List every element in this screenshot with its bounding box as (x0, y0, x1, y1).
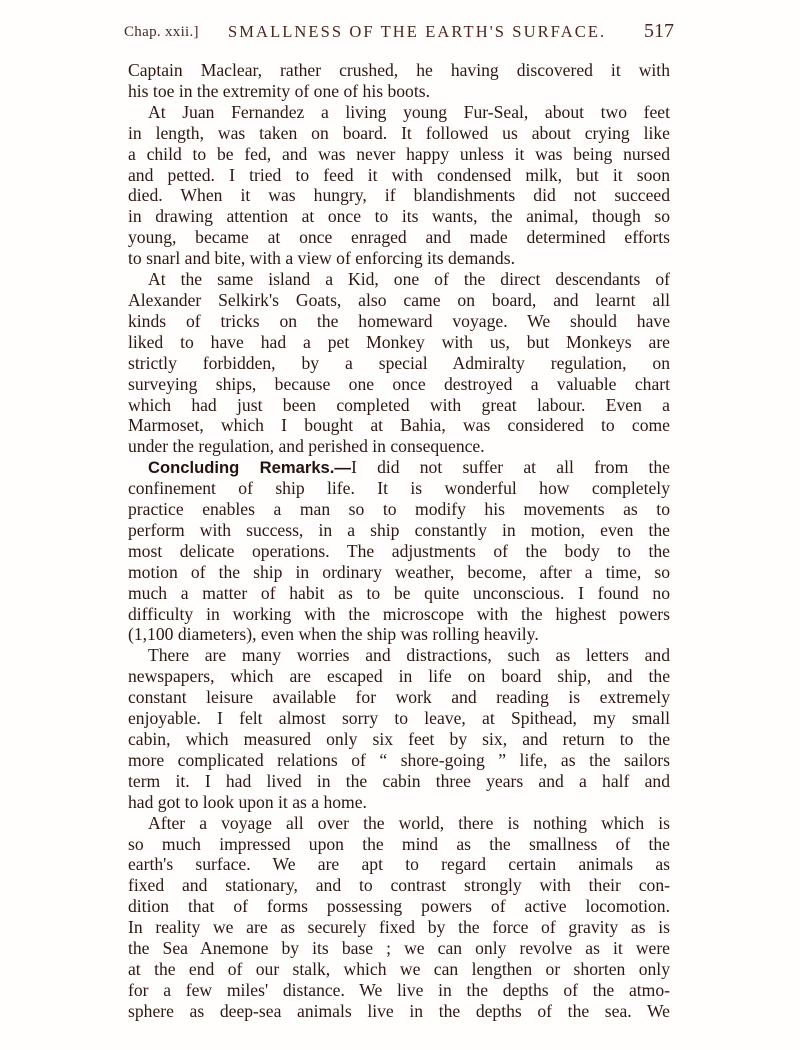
text-line: a child to be fed, and was never happy unless it was being nursed (128, 143, 670, 164)
text-line: At Juan Fernandez a living young Fur-Seal, about two feet (148, 101, 670, 122)
text-line: in length, was taken on board. It followed us about crying like (128, 122, 670, 143)
running-head (124, 20, 674, 46)
text-line: his toe in the extremity of one of his boots. (128, 80, 430, 101)
text-line: In reality we are as securely fixed by the force of gravity as is (128, 917, 670, 938)
body-text (128, 60, 670, 1022)
text-line: strictly forbidden, by a special Admiralty regulation, on (128, 352, 670, 373)
text-line: There are many worries and distractions, such as letters and (148, 645, 670, 666)
text-line: difficulty in working with the microscope with the highest powers (128, 603, 670, 624)
running-title: SMALLNESS OF THE EARTH'S SURFACE. (228, 22, 607, 41)
text-line: in drawing attention at once to its wants, the animal, though so (128, 206, 670, 227)
text-line: the Sea Anemone by its base ; we can only revolve as it were (128, 938, 670, 959)
text-line: to snarl and bite, with a view of enforcing its demands. (128, 248, 515, 269)
text-line: motion of the ship in ordinary weather, become, after a time, so (128, 561, 670, 582)
text-line: After a voyage all over the world, there is nothing which is (148, 812, 670, 833)
text-line: confinement of ship life. It is wonderful how completely (128, 478, 670, 499)
text-line: Captain Maclear, rather crushed, he having discovered it with (128, 60, 670, 80)
text-line: surveying ships, because one once destroyed a valuable chart (128, 373, 670, 394)
text-line: and petted. I tried to feed it with condensed milk, but it soon (128, 164, 670, 185)
text-line: under the regulation, and perished in consequence. (128, 436, 485, 457)
text-line: constant leisure available for work and reading is extremely (128, 687, 670, 708)
text-line: term it. I had lived in the cabin three years and a half and (128, 770, 670, 791)
text-line: most delicate operations. The adjustments of the body to the (128, 540, 670, 561)
text-line: sphere as deep-sea animals live in the depths of the sea. We (128, 1000, 670, 1021)
text-line: for a few miles' distance. We live in the depths of the atmo- (128, 979, 670, 1000)
text-line: practice enables a man so to modify his movements as to (128, 499, 670, 520)
text-line: Marmoset, which I bought at Bahia, was considered to come (128, 415, 670, 436)
text-line: enjoyable. I felt almost sorry to leave, at Spithead, my small (128, 708, 670, 729)
text-line: so much impressed upon the mind as the smallness of the (128, 833, 670, 854)
page-number: 517 (644, 20, 674, 42)
text-line: (1,100 diameters), even when the ship was rolling heavily. (128, 624, 539, 645)
text-line (128, 457, 670, 478)
text-line: at the end of our stalk, which we can lengthen or shorten only (128, 958, 670, 979)
text-line: which had just been completed with great labour. Even a (128, 394, 670, 415)
text-line: newspapers, which are escaped in life on board ship, and the (128, 666, 670, 687)
text-line: young, became at once enraged and made determined efforts (128, 227, 670, 248)
text-line: fixed and stationary, and to contrast strongly with their con- (128, 875, 670, 896)
text-line: dition that of forms possessing powers of active locomotion. (128, 896, 670, 917)
text-line: Alexander Selkirk's Goats, also came on board, and learnt all (128, 289, 670, 310)
text-line: kinds of tricks on the homeward voyage. We should have (128, 310, 670, 331)
text-line: died. When it was hungry, if blandishments did not succeed (128, 185, 670, 206)
section-subheading: Concluding Remarks.— (148, 458, 351, 478)
text-line: had got to look upon it as a home. (128, 791, 367, 812)
text-line: more complicated relations of “ shore-going ” life, as the sailors (128, 749, 670, 770)
text-line: earth's surface. We are apt to regard certain animals as (128, 854, 670, 875)
text-line: cabin, which measured only six feet by six, and return to the (128, 729, 670, 749)
text-line: perform with success, in a ship constantly in motion, even the (128, 519, 670, 540)
text-line: much a matter of habit as to be quite unconscious. I found no (128, 582, 670, 603)
chapter-reference: Chap. xxii.] (124, 24, 199, 40)
text-line: At the same island a Kid, one of the direct descendants of (148, 269, 670, 290)
text-line: liked to have had a pet Monkey with us, but Monkeys are (128, 331, 670, 352)
text-line-run: I did not suffer at all from the (351, 457, 670, 478)
